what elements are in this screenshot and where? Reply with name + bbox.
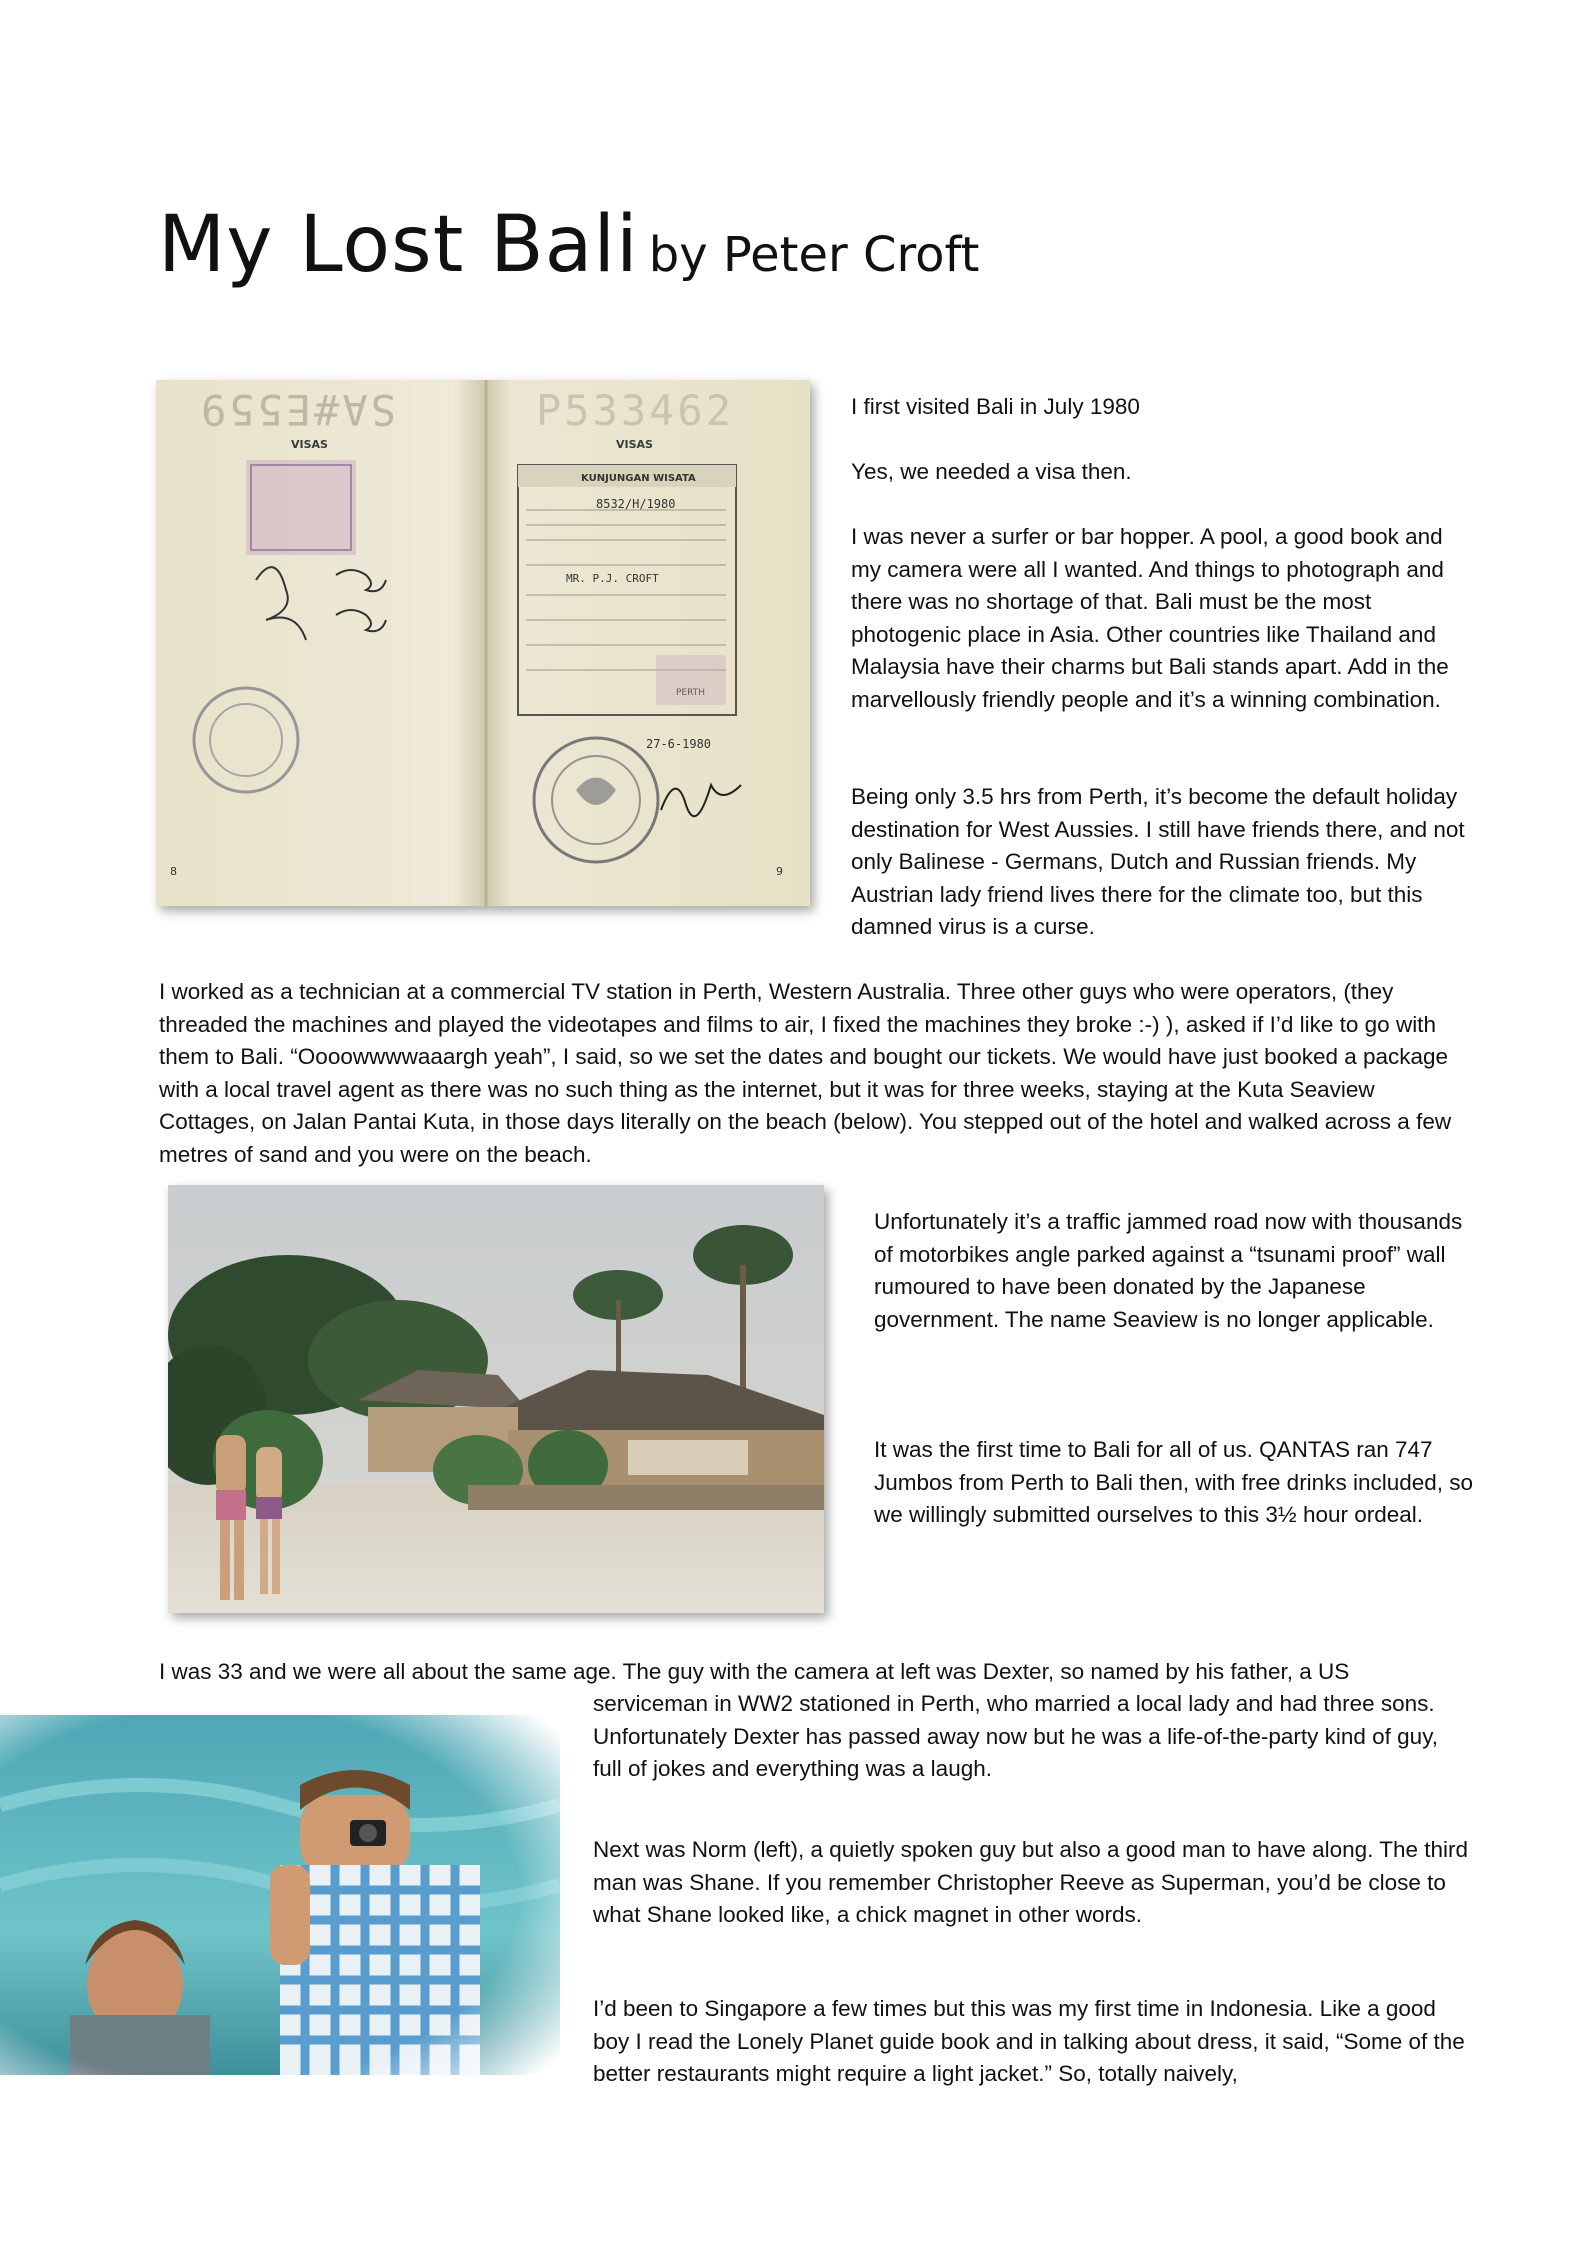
- passport-page-right: 9: [776, 865, 783, 878]
- title-main: My Lost Bali: [158, 200, 639, 290]
- hotel-paragraph-1: Unfortunately it’s a traffic jammed road now with thousands of motorbikes angle parked against a “tsunami proof” wall rumoured to have been donated by the Japanese government. The name Seaview is no longer applicable.: [874, 1209, 1463, 1332]
- age-line: I was 33 and we were all about the same age. The guy with the camera at left was Dexter, so named by his father, a US: [159, 1659, 1350, 1684]
- hotel-paragraph-2: It was the first time to Bali for all of us. QANTAS ran 747 Jumbos from Perth to Bali then, with free drinks included, so we willingly submitted ourselves to this 3½ hour ordeal.: [874, 1437, 1474, 1527]
- intro-paragraph-4: Being only 3.5 hrs from Perth, it’s become the default holiday destination for West Aussies. I still have friends there, and not only Balinese - Germans, Dutch and Russian friends. My Austrian lady friend lives there for the climate too, but this damned virus is a curse.: [851, 784, 1465, 939]
- visa-name: MR. P.J. CROFT: [566, 572, 659, 585]
- dexter-and-norm-photo: [0, 1715, 560, 2075]
- friends-paragraph-2: Next was Norm (left), a quietly spoken guy but also a good man to have along. The third man was Shane. If you remember Christopher Reeve as Superman, you’d be close to what Shane looked like, a chick magnet in other words.: [593, 1837, 1469, 1927]
- passport-visa-photo: [156, 380, 810, 906]
- passport-left-number: SA#E559: [197, 385, 396, 434]
- page-title: [158, 200, 979, 290]
- visa-number: 8532/H/1980: [596, 497, 676, 511]
- technician-paragraph: I worked as a technician at a commercial TV station in Perth, Western Australia. Three other guys who were operators, (they threaded the machines and played the videotapes and films to air, I fixed the machines they broke :-) ), asked if I’d like to go with them to Bali. “Oooowwwwaaargh yeah”, I said, so we set the dates and bought our tickets. We would have just booked a package with a local travel agent as there was no such thing as the internet, but it was for three weeks, staying at the Kuta Seaview Cottages, on Jalan Pantai Kuta, in those days literally on the beach (below). You stepped out of the hotel and walked across a few metres of sand and you were on the beach.: [159, 979, 1452, 1167]
- visa-date: 27-6-1980: [646, 737, 712, 751]
- title-byline: by Peter Croft: [648, 227, 980, 283]
- passport-page-left: 8: [170, 865, 177, 878]
- friends-paragraph-1: serviceman in WW2 stationed in Perth, who married a local lady and had three sons. Unfortunately Dexter has passed away now but he was a life-of-the-party kind of guy, full of jokes and everything was a laugh.: [593, 1691, 1439, 1781]
- visas-label-right: VISAS: [616, 438, 653, 451]
- visas-label-left: VISAS: [291, 438, 328, 451]
- friends-paragraph-3: I’d been to Singapore a few times but this was my first time in Indonesia. Like a good boy I read the Lonely Planet guide book and in talking about dress, it said, “Some of the better restaurants might require a light jacket.” So, totally naively,: [593, 1996, 1465, 2086]
- visa-place: PERTH: [676, 688, 705, 698]
- kuta-seaview-cottages-photo: [168, 1185, 824, 1613]
- passport-right-number: P533462: [536, 386, 735, 435]
- visa-stamp-heading: KUNJUNGAN WISATA: [581, 473, 696, 484]
- intro-paragraph-1: I first visited Bali in July 1980: [851, 394, 1140, 419]
- intro-paragraph-2: Yes, we needed a visa then.: [851, 459, 1132, 484]
- intro-paragraph-3: I was never a surfer or bar hopper. A pool, a good book and my camera were all I wanted. And things to photograph and there was no shortage of that. Bali must be the most photogenic place in Asia. Other countries like Thailand and Malaysia have their charms but Bali stands apart. Add in the marvellously friendly people and it’s a winning combination.: [851, 524, 1449, 712]
